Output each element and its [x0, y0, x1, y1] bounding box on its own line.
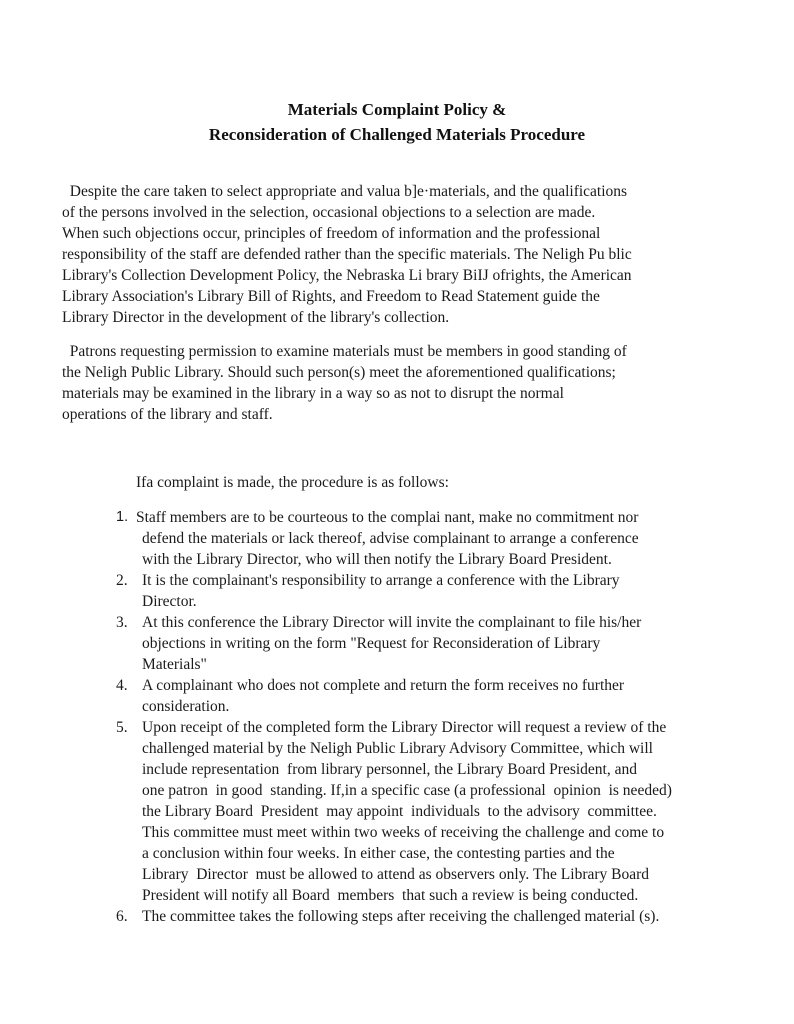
step-line: consideration.: [142, 698, 230, 715]
paragraph-line: the Neligh Public Library. Should such person(s) meet the aforementioned qualifications;: [62, 364, 616, 381]
step-line: with the Library Director, who will then notify the Library Board President.: [142, 551, 612, 568]
paragraph-line: operations of the library and staff.: [62, 406, 273, 423]
step-number: 3.: [116, 614, 128, 631]
step-number: 1.: [116, 509, 129, 525]
step-number: 4.: [116, 677, 128, 694]
paragraph-line: Library Association's Library Bill of Rights, and Freedom to Read Statement guide the: [62, 288, 600, 305]
step-line: defend the materials or lack thereof, advise complainant to arrange a conference: [142, 530, 639, 547]
step-line: objections in writing on the form "Request for Reconsideration of Library: [142, 635, 601, 652]
step-line: Library Director must be allowed to attend as observers only. The Library Board: [142, 866, 650, 883]
step-line: This committee must meet within two weeks of receiving the challenge and come to: [142, 824, 665, 841]
paragraph-line: Library's Collection Development Policy, the Nebraska Li brary BiIJ ofrights, the American: [62, 267, 632, 284]
step-line: President will notify all Board members that such a review is being conducted.: [142, 887, 639, 904]
paragraph-line: Despite the care taken to select appropriate and valua b]e·materials, and the qualifications: [62, 183, 628, 200]
step-line: a conclusion within four weeks. In either case, the contesting parties and the: [142, 845, 615, 862]
step-line: It is the complainant's responsibility to arrange a conference with the Library: [142, 572, 620, 589]
paragraph-line: Library Director in the development of the library's collection.: [62, 309, 450, 326]
step-line: At this conference the Library Director will invite the complainant to file his/her: [142, 614, 642, 631]
step-line: Upon receipt of the completed form the Library Director will request a review of the: [142, 719, 667, 736]
paragraph-line: When such objections occur, principles of freedom of information and the professional: [62, 225, 601, 242]
document-title-line-1: Materials Complaint Policy &: [287, 100, 507, 119]
step-number: 6.: [116, 908, 128, 925]
step-line: challenged material by the Neligh Public Library Advisory Committee, which will: [142, 740, 653, 757]
step-line: the Library Board President may appoint individuals to the advisory committee.: [142, 803, 657, 820]
step-line: A complainant who does not complete and return the form receives no further: [142, 677, 625, 694]
step-number: 5.: [116, 719, 128, 736]
paragraph-line: of the persons involved in the selection, occasional objections to a selection are made.: [62, 204, 596, 221]
step-line: include representation from library personnel, the Library Board President, and: [142, 761, 637, 778]
step-line: Staff members are to be courteous to the complai nant, make no commitment nor: [136, 509, 639, 526]
paragraph-line: Patrons requesting permission to examine materials must be members in good standing of: [62, 343, 627, 360]
paragraph-line: responsibility of the staff are defended rather than the specific materials. The Neligh Pu blic: [62, 246, 632, 263]
document-title-line-2: Reconsideration of Challenged Materials Procedure: [208, 125, 586, 144]
step-line: Director.: [142, 593, 197, 610]
step-line: one patron in good standing. If,in a specific case (a professional opinion is needed): [142, 782, 672, 799]
paragraph-line: materials may be examined in the library in a way so as not to disrupt the normal: [62, 385, 564, 402]
procedure-intro: Ifa complaint is made, the procedure is as follows:: [136, 474, 449, 491]
step-line: Materials": [142, 656, 207, 673]
step-number: 2.: [116, 572, 128, 589]
step-line: The committee takes the following steps after receiving the challenged material (s).: [142, 908, 660, 925]
